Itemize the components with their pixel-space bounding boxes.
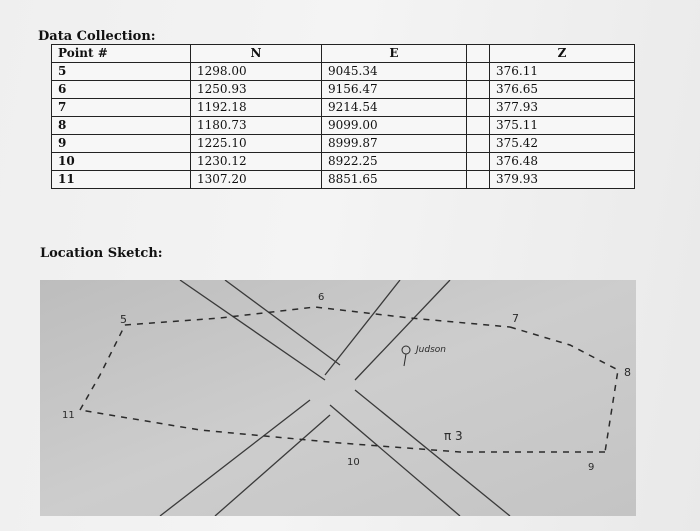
cell-n: 1180.73 (191, 117, 322, 135)
cell-e: 8922.25 (322, 153, 467, 171)
cell-n: 1307.20 (191, 171, 322, 189)
cell-point: 11 (52, 171, 191, 189)
cell-gap (467, 135, 490, 153)
cell-z: 377.93 (490, 99, 635, 117)
cell-gap (467, 63, 490, 81)
cell-gap (467, 81, 490, 99)
cell-gap (467, 171, 490, 189)
table-row (52, 153, 635, 171)
sketch-label-6: 6 (318, 292, 325, 303)
cell-gap (467, 117, 490, 135)
sketch-label-10: 10 (347, 457, 360, 468)
cell-e: 9214.54 (322, 99, 467, 117)
cell-e: 9099.00 (322, 117, 467, 135)
header-e: E (322, 45, 467, 63)
header-gap (467, 45, 490, 63)
cell-e: 9156.47 (322, 81, 467, 99)
header-point: Point # (52, 45, 191, 63)
cell-gap (467, 99, 490, 117)
header-n: N (191, 45, 322, 63)
table-row (52, 63, 635, 81)
cell-gap (467, 153, 490, 171)
cell-e: 9045.34 (322, 63, 467, 81)
table-row (52, 99, 635, 117)
sketch-label-11: 11 (62, 410, 75, 421)
sketch-label-9: 9 (588, 462, 595, 473)
cell-z: 376.65 (490, 81, 635, 99)
location-sketch-title: Location Sketch: (40, 246, 163, 261)
cell-point: 8 (52, 117, 191, 135)
cell-z: 376.48 (490, 153, 635, 171)
cell-n: 1250.93 (191, 81, 322, 99)
sketch-drawing (40, 280, 636, 516)
location-sketch-image (40, 280, 636, 516)
sketch-label-judson: Judson (416, 345, 446, 355)
sketch-label-8: 8 (624, 366, 631, 379)
cell-z: 376.11 (490, 63, 635, 81)
sketch-label-pi3: π 3 (444, 429, 463, 443)
table-row (52, 81, 635, 99)
cell-point: 10 (52, 153, 191, 171)
table-row (52, 135, 635, 153)
cell-point: 5 (52, 63, 191, 81)
cell-z: 379.93 (490, 171, 635, 189)
cell-z: 375.42 (490, 135, 635, 153)
cell-n: 1298.00 (191, 63, 322, 81)
cell-e: 8999.87 (322, 135, 467, 153)
sketch-label-5: 5 (120, 313, 127, 326)
cell-n: 1230.12 (191, 153, 322, 171)
table-row (52, 117, 635, 135)
cell-n: 1225.10 (191, 135, 322, 153)
table-row (52, 171, 635, 189)
header-z: Z (490, 45, 635, 63)
sketch-label-7: 7 (512, 312, 519, 325)
cell-e: 8851.65 (322, 171, 467, 189)
cell-point: 7 (52, 99, 191, 117)
cell-n: 1192.18 (191, 99, 322, 117)
cell-point: 9 (52, 135, 191, 153)
data-collection-table (51, 44, 635, 189)
table-header-row (52, 45, 635, 63)
data-collection-title: Data Collection: (38, 29, 156, 44)
cell-point: 6 (52, 81, 191, 99)
cell-z: 375.11 (490, 117, 635, 135)
sketch-background (40, 280, 636, 516)
